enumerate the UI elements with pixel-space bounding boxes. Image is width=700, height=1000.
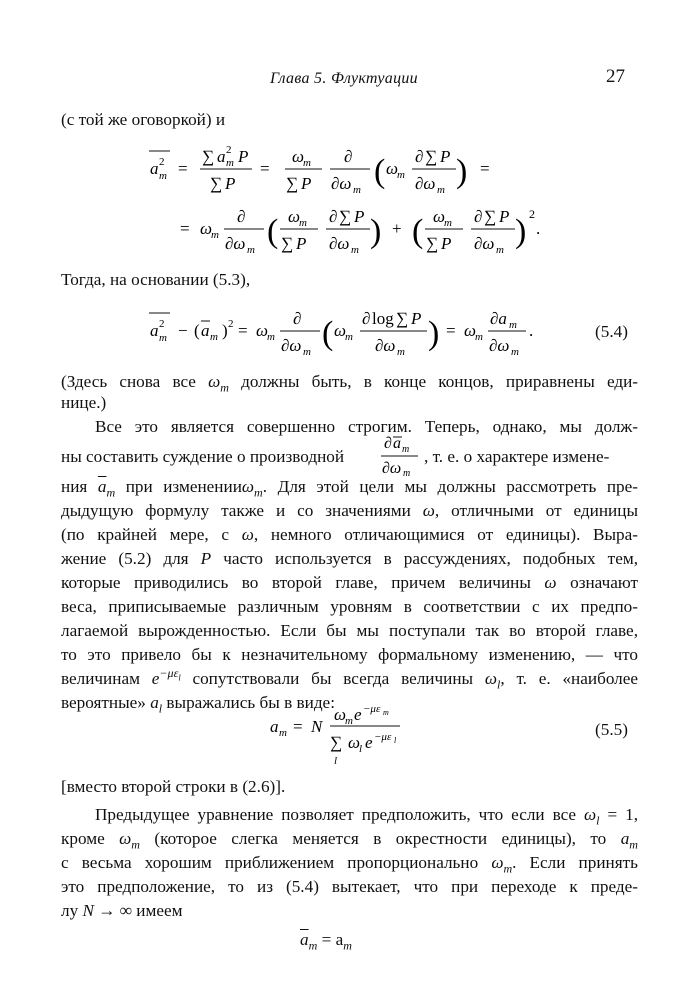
svg-text:ω: ω: [464, 321, 477, 340]
svg-text:∑: ∑: [426, 234, 439, 253]
svg-text:ω: ω: [334, 705, 347, 724]
text-line: веса, приписываемые различным уровням в соответствии с их предпо-: [61, 597, 638, 616]
svg-text:): ): [515, 213, 527, 250]
omega-m: $\omega_m$: [491, 853, 513, 876]
svg-text:∑: ∑: [425, 147, 438, 166]
omega-m: $\omega_m$: [119, 829, 140, 852]
svg-text:+: +: [392, 219, 402, 238]
svg-text:∂: ∂: [384, 435, 392, 452]
derivative-abar-omega: [378, 432, 424, 483]
svg-text:∂: ∂: [329, 207, 338, 226]
svg-text:P: P: [354, 207, 365, 226]
svg-text:∂: ∂: [362, 309, 371, 328]
svg-text:2: 2: [159, 156, 165, 168]
running-header: Глава 5. Флуктуации: [270, 70, 418, 87]
equation-a2m: [140, 140, 560, 263]
svg-text:m: m: [351, 244, 359, 256]
svg-text:2: 2: [228, 318, 234, 330]
svg-text:P: P: [411, 309, 422, 328]
svg-text:P: P: [225, 174, 236, 193]
svg-text:m: m: [403, 468, 411, 478]
svg-text:): ): [456, 153, 468, 190]
svg-text:): ): [428, 315, 440, 352]
svg-text:∂ω: ∂ω: [474, 234, 495, 253]
svg-text:m: m: [511, 346, 519, 358]
svg-text:=: =: [180, 219, 190, 238]
svg-text:m: m: [159, 170, 167, 182]
svg-text:ω: ω: [288, 207, 301, 226]
P: P: [200, 549, 212, 568]
svg-text:=: =: [480, 159, 490, 178]
svg-text:=: =: [293, 717, 303, 736]
svg-text:.: .: [529, 321, 534, 340]
text-line: Предыдущее уравнение позволяет предположить, что если все $\omega_l = 1$,: [95, 805, 639, 828]
equation-number: (5.5): [595, 720, 628, 739]
svg-text:∑: ∑: [339, 207, 352, 226]
text-line: (по крайней мере, с ω, немного отличающимися от единицы). Выра-: [61, 525, 639, 544]
svg-text:(: (: [412, 213, 424, 250]
svg-text:ω: ω: [386, 159, 399, 178]
svg-text:a: a: [270, 717, 279, 736]
svg-text:m: m: [299, 217, 307, 229]
text-line: величинам $e^{-\mu\varepsilon_l}$ сопутствовали бы всегда величины $\omega_l$, т. е. «наиболее: [61, 666, 639, 692]
svg-text:P: P: [441, 234, 452, 253]
svg-text:∂ω: ∂ω: [331, 174, 352, 193]
omega: ω: [544, 573, 557, 592]
svg-text:m: m: [247, 244, 255, 256]
svg-text:∂: ∂: [415, 147, 424, 166]
svg-text:(: (: [322, 315, 334, 352]
svg-text:∂ω: ∂ω: [382, 460, 402, 477]
svg-text:m: m: [383, 708, 389, 717]
svg-text:2: 2: [226, 144, 232, 156]
svg-text:∂ω: ∂ω: [329, 234, 350, 253]
text-line: лагаемой вырожденностью. Если бы мы поступали так во второй главе,: [61, 621, 638, 640]
svg-text:∑: ∑: [484, 207, 497, 226]
page-number: 27: [606, 66, 625, 87]
svg-text:a: a: [393, 435, 401, 452]
svg-text:=: =: [178, 159, 188, 178]
text-line: [вместо второй строки в (2.6)].: [61, 777, 286, 796]
final-equation: $\overline{a}_m = a_m$: [300, 930, 352, 953]
text-line: ния $\overline{a}_m$ при измененииω$_m$. Для этой цели мы должны рассмотреть пре-: [61, 477, 638, 500]
svg-text:∂: ∂: [293, 309, 302, 328]
text-line: (с той же оговоркой) и: [61, 110, 226, 129]
text-line: нице.): [61, 393, 107, 412]
text-line: (Здесь снова все $\omega_m$ должны быть, в конце концов, приравнены еди-: [61, 372, 639, 395]
svg-text:∑: ∑: [396, 309, 409, 328]
svg-text:a: a: [201, 321, 210, 340]
svg-text:∑: ∑: [330, 733, 343, 752]
svg-text:P: P: [301, 174, 312, 193]
text-line: с весьма хорошим приближением пропорционально $\omega_m$. Если принять: [61, 853, 638, 876]
svg-text:∑: ∑: [202, 147, 215, 166]
svg-text:): ): [222, 321, 228, 340]
svg-text:P: P: [238, 147, 249, 166]
svg-text:m: m: [509, 319, 517, 331]
svg-text:∂ω: ∂ω: [225, 234, 246, 253]
svg-text:m: m: [159, 332, 167, 344]
svg-text:2: 2: [159, 318, 165, 330]
svg-text:ω: ω: [256, 321, 269, 340]
equation-5-4: [140, 298, 550, 367]
svg-text:m: m: [279, 727, 287, 739]
a-bar-m: $\overline{a}_m$: [97, 477, 116, 500]
text-line: которые приводились во второй главе, причем величины ω означают: [61, 573, 639, 592]
svg-text:P: P: [499, 207, 510, 226]
svg-text:N: N: [311, 717, 323, 736]
text-line: вероятные» $a_l$ выражались бы в виде:: [61, 693, 335, 716]
omega-l: $\omega_l$: [584, 805, 600, 828]
svg-text:m: m: [226, 157, 234, 169]
svg-text:m: m: [397, 169, 405, 181]
equation-a2m-svg: [140, 140, 560, 258]
svg-text:m: m: [303, 346, 311, 358]
svg-text:.: .: [536, 219, 541, 238]
a-m: $a_m$: [620, 829, 638, 852]
equation-5-5: [268, 700, 438, 777]
svg-text:l: l: [334, 755, 338, 767]
svg-text:∂: ∂: [344, 147, 353, 166]
svg-text:m: m: [303, 157, 311, 169]
svg-text:P: P: [440, 147, 451, 166]
svg-text:e: e: [365, 733, 373, 752]
svg-text:a: a: [150, 159, 159, 178]
svg-text:−με: −με: [363, 703, 381, 715]
svg-text:): ): [370, 213, 382, 250]
svg-text:(: (: [267, 213, 279, 250]
svg-text:∑: ∑: [210, 174, 223, 193]
svg-text:ω: ω: [348, 733, 361, 752]
text-line: ны составить суждение о производной: [61, 447, 345, 466]
svg-text:(: (: [374, 153, 386, 190]
svg-text:m: m: [353, 184, 361, 196]
svg-text:m: m: [211, 229, 219, 241]
derivative-svg: [378, 432, 424, 478]
text-line: то это привело бы к незначительному формальному изменению, — что: [61, 645, 638, 664]
text-line: жение (5.2) для P часто используется в рассуждениях, подобных тем,: [61, 549, 638, 568]
svg-text:m: m: [437, 184, 445, 196]
svg-text:ω: ω: [433, 207, 446, 226]
text-line: Все это является совершенно строгим. Теперь, однако, мы долж-: [95, 417, 638, 436]
omega-m: $\omega_m$: [208, 372, 229, 395]
n-to-infinity: N → ∞: [82, 901, 132, 920]
svg-text:m: m: [402, 444, 410, 455]
svg-text:m: m: [475, 331, 483, 343]
svg-text:−με: −με: [374, 731, 392, 743]
svg-text:(: (: [194, 321, 200, 340]
svg-text:a: a: [217, 147, 226, 166]
text-line: это предположение, то из (5.4) вытекает, что при переходе к преде-: [61, 877, 638, 896]
equation-5-4-svg: [140, 298, 550, 362]
svg-text:=: =: [238, 321, 248, 340]
svg-text:=: =: [260, 159, 270, 178]
omega: ω: [241, 525, 254, 544]
text-line: лу N → ∞ имеем: [61, 901, 183, 920]
svg-text:m: m: [210, 331, 218, 343]
svg-text:m: m: [267, 331, 275, 343]
svg-text:ω: ω: [200, 219, 213, 238]
svg-text:ω: ω: [334, 321, 347, 340]
omega-m: $\omega_m$: [241, 477, 263, 500]
svg-text:m: m: [496, 244, 504, 256]
svg-text:∂: ∂: [237, 207, 246, 226]
svg-text:=: =: [446, 321, 456, 340]
svg-text:ω: ω: [292, 147, 305, 166]
svg-text:∂ω: ∂ω: [281, 336, 302, 355]
svg-text:m: m: [444, 217, 452, 229]
svg-text:∂ω: ∂ω: [415, 174, 436, 193]
a-l: $a_l$: [150, 693, 163, 716]
text-line: , т. е. о характере измене-: [424, 447, 610, 466]
svg-text:∂ω: ∂ω: [375, 336, 396, 355]
svg-text:m: m: [397, 346, 405, 358]
svg-text:∑: ∑: [286, 174, 299, 193]
e-mu-eps: $e^{-\mu\varepsilon_l}$: [151, 666, 181, 688]
svg-text:2: 2: [529, 207, 535, 221]
text-line: дыдущую формулу также и со значениями ω, отличными от единицы: [61, 501, 638, 520]
omega-l: $\omega_l$: [484, 669, 501, 692]
equation-number: (5.4): [595, 322, 628, 341]
svg-text:m: m: [345, 715, 353, 727]
text-line: кроме $\omega_m$ (которое слегка меняется в окрестности единицы), то $a_m$: [61, 829, 638, 852]
svg-text:P: P: [296, 234, 307, 253]
text-line: Тогда, на основании (5.3),: [61, 270, 251, 289]
svg-text:−: −: [178, 321, 188, 340]
omega: ω: [422, 501, 435, 520]
svg-text:e: e: [354, 705, 362, 724]
svg-text:log: log: [372, 309, 394, 328]
svg-text:∑: ∑: [281, 234, 294, 253]
equation-5-5-svg: [268, 700, 438, 772]
svg-text:a: a: [150, 321, 159, 340]
svg-text:∂: ∂: [474, 207, 483, 226]
svg-text:∂a: ∂a: [490, 309, 507, 328]
svg-text:∂ω: ∂ω: [489, 336, 510, 355]
svg-text:l: l: [359, 743, 363, 755]
svg-text:l: l: [394, 736, 397, 745]
svg-text:m: m: [345, 331, 353, 343]
